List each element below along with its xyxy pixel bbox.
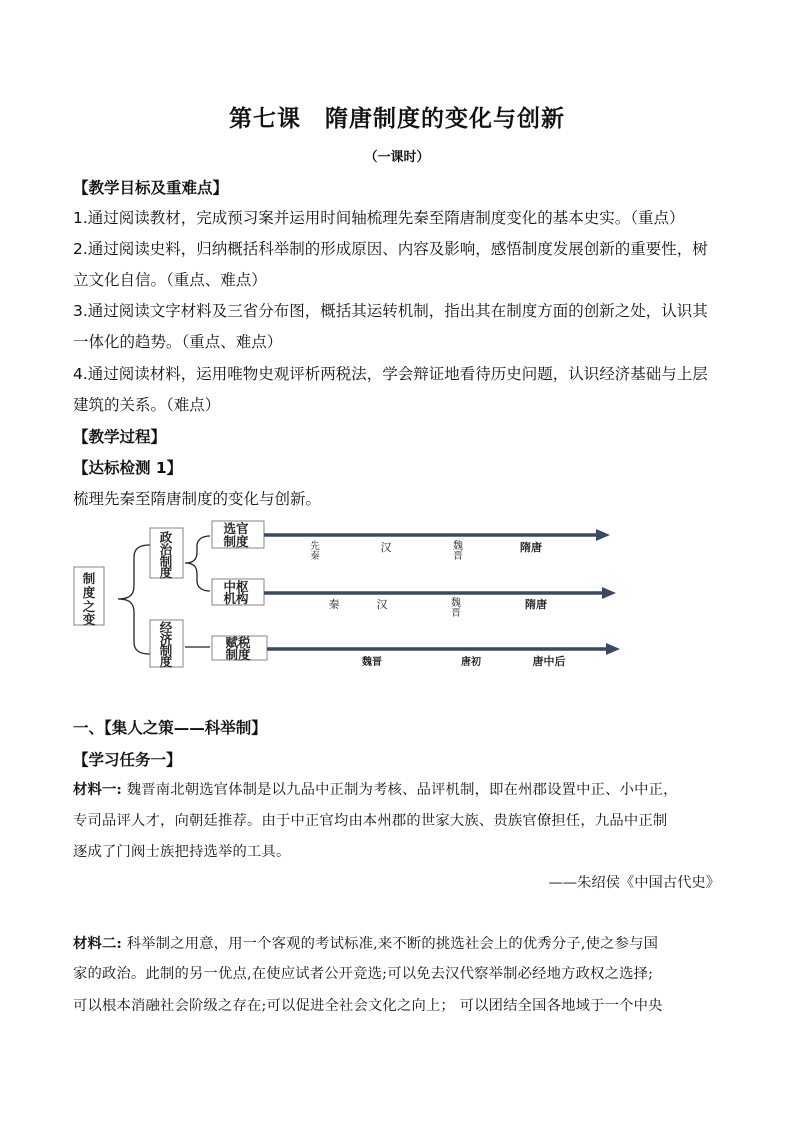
central-label-1: 中枢 [223,579,249,594]
goal-1: 1.通过阅读教材，完成预习案并运用时间轴梳理先秦至隋唐制度变化的基本史实。（重点） [73,209,685,227]
goal-2-line-2: 立文化自信。（重点、难点） [73,271,267,289]
material-1-line-3: 逐成了门阀士族把持选举的工具。 [73,844,291,860]
arrow-head-tax [606,643,620,655]
material-2-label: 材料二: [73,936,122,952]
economic-char-3: 制 [159,643,173,658]
label-weijin-1a: 魏 [453,541,463,552]
goal-4-line-1: 4.通过阅读材料，运用唯物史观评析两税法，学会辩证地看待历史问题，认识经济基础与上层 [73,365,708,383]
material-2-line-3: 可以根本消融社会阶级之存在;可以促进全社会文化之向上； 可以团结全国各地域于一个中央 [73,998,663,1014]
tax-label-1: 赋税 [225,635,251,650]
political-char-3: 制 [159,554,173,569]
material-2-line-2: 家的政治。此制的另一优点,在使应试者公开竞选;可以免去汉代察举制必经地方政权之选择; [73,966,654,982]
label-xianqin-2: 秦 [310,551,320,562]
material-1-text-1: 魏晋南北朝选官体制是以九品中正制为考核、品评机制，即在州郡设置中正、小中正， [121,782,678,798]
label-xianqin-1: 先 [310,541,320,552]
goal-2-line-1: 2.通过阅读史料，归纳概括科举制的形成原因、内容及影响，感悟制度发展创新的重要性，树 [73,240,708,258]
root-char-3: 之 [82,599,96,614]
material-1-line-1 [73,779,678,799]
label-weijin-2a: 魏 [451,598,461,609]
goal-4-line-2: 建筑的关系。（难点） [73,396,221,414]
label-tangchu-3: 唐初 [461,657,481,668]
label-tangzhonghou-3: 唐中后 [532,655,566,668]
label-han-1: 汉 [380,541,392,554]
selection-label-2: 制度 [223,534,249,549]
label-suitang-1: 隋唐 [520,541,542,554]
economic-char-1: 经 [159,620,173,635]
label-weijin-2b: 晋 [451,608,461,619]
tax-label-2: 制度 [225,647,251,662]
label-weijin-1b: 晋 [453,551,463,562]
selection-label-1: 选官 [223,521,249,536]
material-1-line-2: 专司品评人才，向朝廷推荐。由于中正官均由本州郡的世家大族、贵族官僚担任，九品中正制 [73,813,668,829]
brace-political [185,536,210,591]
economic-char-4: 度 [159,654,173,669]
process-heading: 【教学过程】 [73,428,167,446]
material-2-text-1: 科举制之用意，用一个客观的考试标准,来不断的挑选社会上的优秀分子,使之参与国 [121,936,659,952]
page-title: 第七课 隋唐制度的变化与创新 [229,105,565,132]
label-weijin-3: 魏晋 [362,657,382,668]
goal-3-line-1: 3.通过阅读文字材料及三省分布图，概括其运转机制，指出其在制度方面的创新之处，认识其 [73,302,708,320]
root-char-1: 制 [82,571,96,586]
brace-root [118,545,150,654]
label-qin-2: 秦 [328,598,340,611]
label-suitang-2: 隋唐 [525,598,547,611]
root-char-4: 变 [82,612,96,627]
root-char-2: 度 [82,585,96,600]
material-2-line-1 [73,933,658,953]
goal-3-line-2: 一体化的趋势。（重点、难点） [73,333,283,351]
central-label-2: 机构 [223,591,249,606]
material-1-citation: ——朱绍侯《中国古代史》 [548,875,720,891]
economic-char-2: 济 [159,632,173,647]
section-1-heading: 一、【集人之策——科举制】 [73,719,267,737]
arrow-head-selection [596,529,610,541]
institution-diagram [0,515,794,675]
political-char-4: 度 [159,565,173,580]
task-1-heading: 【学习任务一】 [73,751,182,769]
goals-heading: 【教学目标及重难点】 [73,179,229,197]
material-1-label: 材料一: [73,782,122,798]
political-char-1: 政 [159,530,173,545]
arrow-head-central [602,587,616,599]
check-heading: 【达标检测 1】 [73,459,183,477]
political-char-2: 治 [159,542,173,557]
check-text: 梳理先秦至隋唐制度的变化与创新。 [73,490,322,508]
label-han-2: 汉 [376,598,388,611]
page-subtitle: （一课时） [364,150,430,165]
